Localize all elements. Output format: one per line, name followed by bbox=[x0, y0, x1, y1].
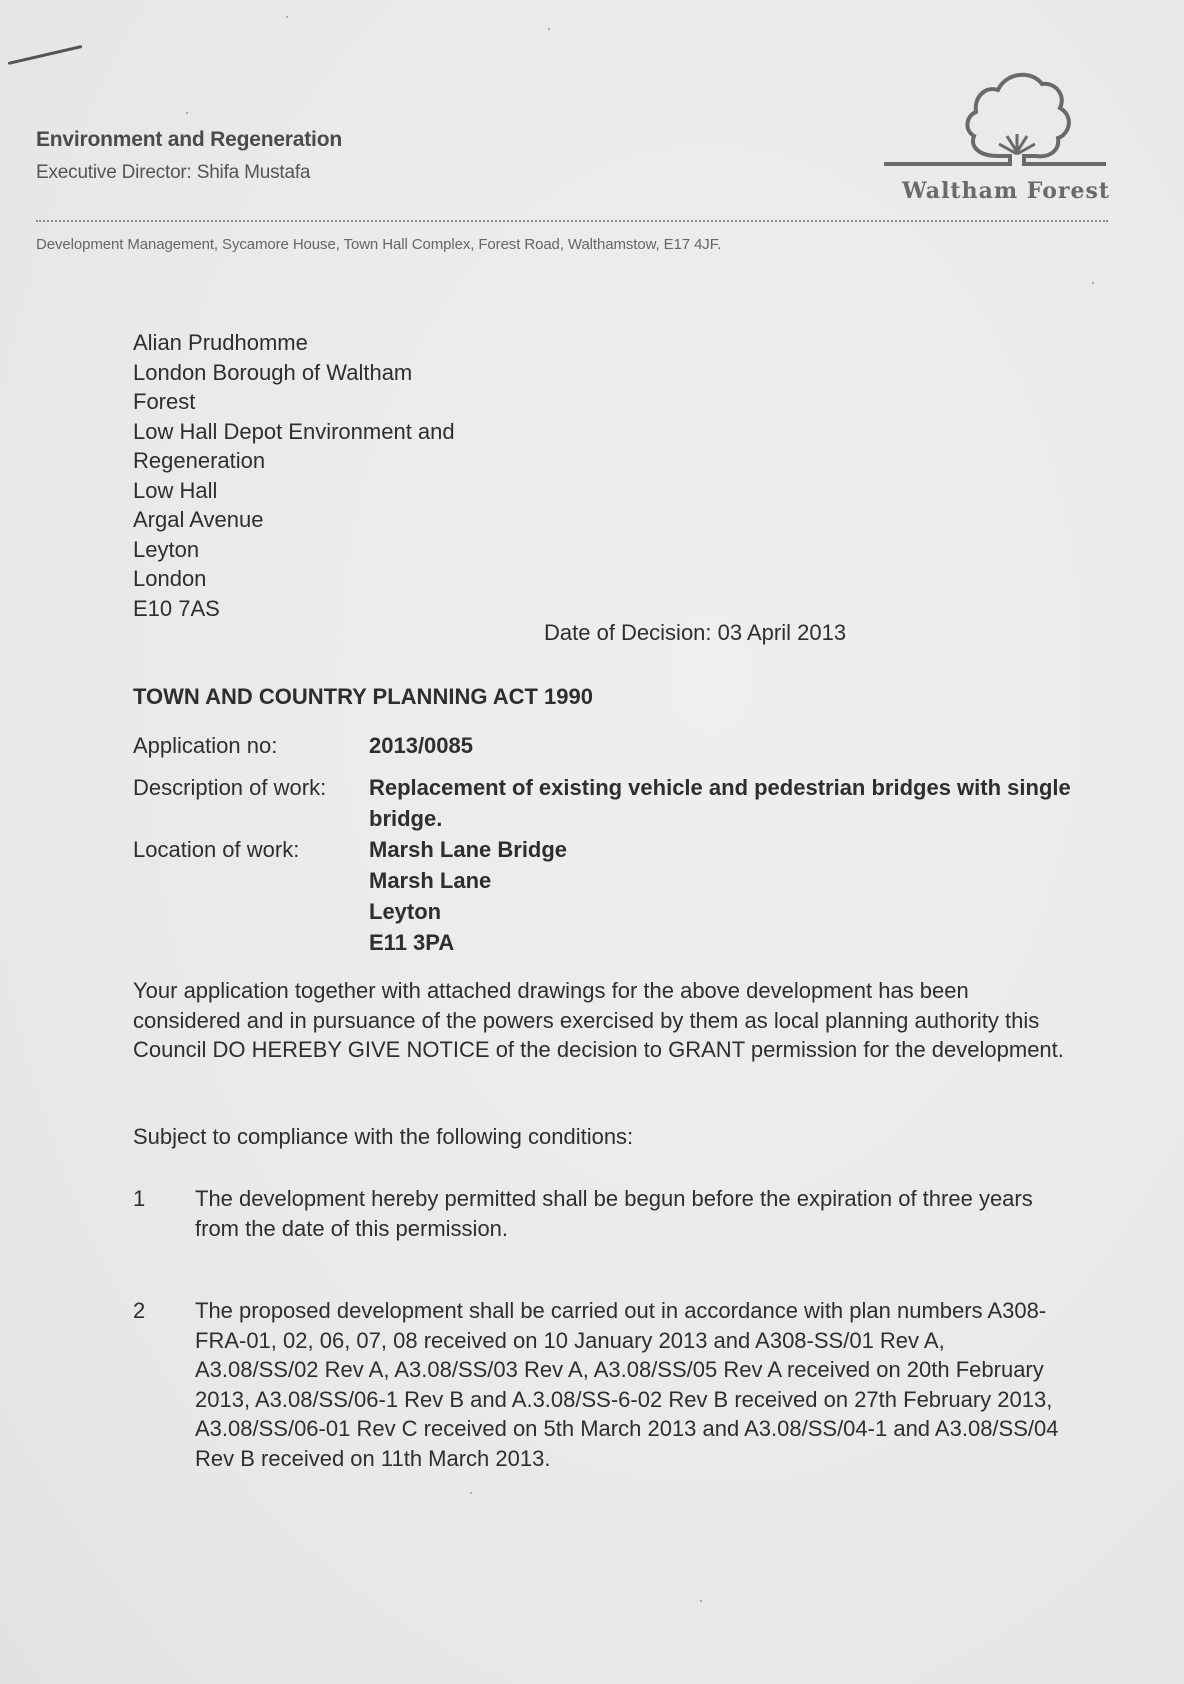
application-number-label: Application no: bbox=[133, 733, 278, 758]
application-number: 2013/0085 bbox=[369, 733, 473, 758]
description-label: Description of work: bbox=[133, 775, 327, 800]
location-line: Marsh Lane bbox=[369, 868, 492, 893]
recipient-line: Leyton bbox=[133, 536, 200, 562]
condition-number: 2 bbox=[133, 1298, 146, 1323]
recipient-address bbox=[133, 328, 455, 623]
scan-speck bbox=[1092, 282, 1094, 284]
scan-speck bbox=[548, 28, 550, 30]
location-line: E11 3PA bbox=[369, 930, 455, 955]
location-line: Leyton bbox=[369, 899, 442, 924]
pen-mark bbox=[8, 45, 83, 65]
recipient-line: London bbox=[133, 566, 207, 591]
condition-item bbox=[133, 1296, 1073, 1473]
recipient-line: Alian Prudhomme bbox=[133, 330, 308, 355]
office-address: Development Management, Sycamore House, Town Hall Complex, Forest Road, Walthamstow, E17 4JF. bbox=[36, 236, 722, 253]
recipient-line: Low Hall bbox=[133, 477, 218, 503]
date-of-decision: Date of Decision: 03 April 2013 bbox=[544, 620, 847, 645]
act-title: TOWN AND COUNTRY PLANNING ACT 1990 bbox=[133, 684, 594, 709]
location-line: Marsh Lane Bridge bbox=[369, 837, 568, 862]
logo-wordmark: Waltham Forest bbox=[902, 178, 1110, 204]
recipient-line: Forest bbox=[133, 389, 196, 414]
header-divider bbox=[36, 220, 1108, 222]
application-details bbox=[133, 730, 1083, 958]
description-of-work: Replacement of existing vehicle and pedestrian bridges with single bridge. bbox=[369, 775, 1071, 831]
scan-speck bbox=[286, 16, 288, 18]
conditions-intro: Subject to compliance with the following conditions: bbox=[133, 1124, 634, 1149]
recipient-line: London Borough of Waltham bbox=[133, 359, 413, 385]
location-of-work bbox=[369, 834, 567, 958]
location-row bbox=[133, 834, 1083, 958]
scan-speck bbox=[700, 1600, 702, 1602]
recipient-line: Regeneration bbox=[133, 448, 266, 473]
letterhead-header bbox=[36, 128, 342, 184]
recipient-line: E10 7AS bbox=[133, 595, 220, 621]
scan-speck bbox=[470, 1492, 472, 1494]
application-number-row bbox=[133, 730, 1083, 761]
location-label: Location of work: bbox=[133, 837, 300, 862]
recipient-line: Argal Avenue bbox=[133, 507, 264, 532]
recipient-line: Low Hall Depot Environment and bbox=[133, 418, 455, 444]
condition-text: The proposed development shall be carried out in accordance with plan numbers A308-FRA-01, 02, 06, 07, 08 received on 10 January 2013 and A308-SS/01 Rev A, A3.08/SS/02 Rev A, A3.08/SS/03 Rev A, A3.08/SS/05 Rev A received on 20th February 2013, A3.08/SS/06-1 Rev B and A.3.08/SS-6-02 Rev B received on 27th February 2013, A3.08/SS/06-01 Rev C received on 5th March 2013 and A3.08/SS/04-1 and A3.08/SS/04 Rev B received on 11th March 2013. bbox=[195, 1298, 1059, 1471]
scan-speck bbox=[186, 112, 188, 114]
condition-text: The development hereby permitted shall be begun before the expiration of three years from the date of this permission. bbox=[195, 1186, 1033, 1241]
decision-notice-paragraph: Your application together with attached drawings for the above development has been considered and in pursuance of the powers exercised by them as local planning authority this Council DO HEREBY GIVE NOTICE of the decision to GRANT permission for the development. bbox=[133, 978, 1064, 1062]
condition-item bbox=[133, 1184, 1073, 1243]
description-row bbox=[133, 772, 1083, 834]
executive-director: Executive Director: Shifa Mustafa bbox=[36, 162, 311, 183]
department-name: Environment and Regeneration bbox=[36, 128, 342, 151]
condition-number: 1 bbox=[133, 1186, 146, 1211]
